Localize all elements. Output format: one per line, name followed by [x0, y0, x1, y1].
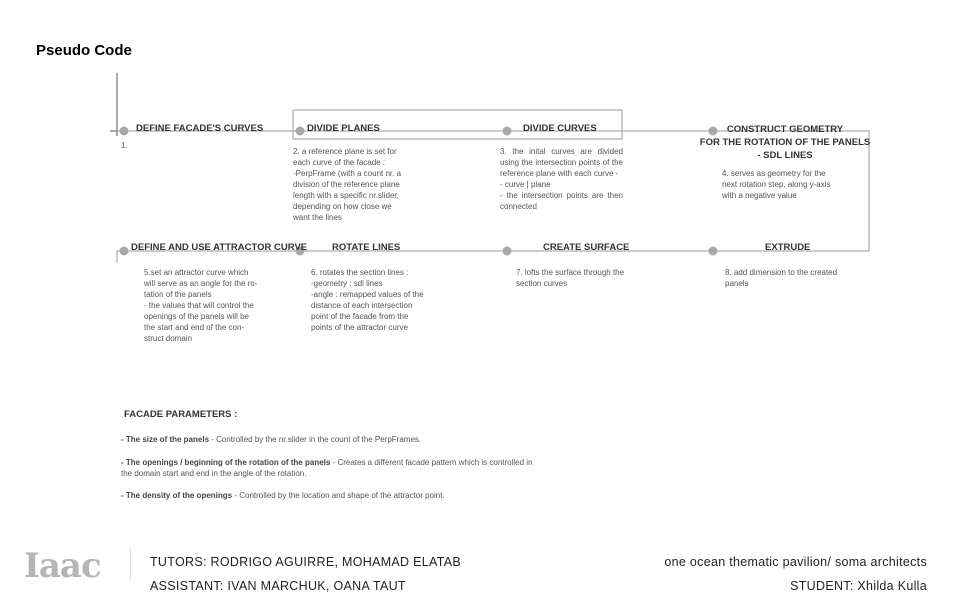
step-node-7 — [503, 247, 512, 256]
parameter-text: - Controlled by the nr.slider in the count of the PerpFrames. — [209, 435, 422, 444]
parameter-item — [121, 434, 541, 445]
iaac-logo — [24, 545, 134, 588]
step-5-desc: 5.set an attractor curve which will serve as an angle for the ro- tation of the panels - the values that will control the openings of the panels will be the start and end of the con- struct domain — [144, 268, 258, 343]
step-5-title: DEFINE AND USE ATTRACTOR CURVE — [131, 242, 308, 253]
parameter-text: - Creates a different facade pattern which is controlled in the domain start and end in the angle of the rotation. — [121, 458, 533, 478]
parameters-heading: FACADE PARAMETERS : — [124, 409, 238, 420]
step-2-title: DIVIDE PLANES — [307, 123, 380, 134]
step-node-1 — [120, 127, 129, 136]
step-4-title: CONSTRUCT GEOMETRY FOR THE ROTATION OF THE PANELS - SDL LINES — [699, 124, 871, 161]
step-7-desc: 7. lofts the surface through the section curves — [516, 268, 625, 288]
page-title: Pseudo Code — [36, 42, 132, 59]
step-node-8 — [709, 247, 718, 256]
parameter-label: - The density of the openings — [121, 491, 233, 500]
tutors-text: TUTORS: RODRIGO AGUIRRE, MOHAMAD ELATAB — [150, 555, 462, 569]
step-2-desc: 2. a reference plane is set for each curve of the facade : -PerpFrame (with a count nr. a division of the reference plane length with a specific nr.slider, depending on how close we want the lines — [293, 147, 402, 222]
parameter-item — [121, 490, 541, 501]
parameter-text: - Controlled by the location and shape of the attractor point. — [232, 491, 445, 500]
step-1-title: DEFINE FACADE'S CURVES — [136, 123, 264, 134]
step-6-title: ROTATE LINES — [332, 242, 401, 253]
student-text: STUDENT: Xhilda Kulla — [790, 579, 927, 593]
step-3-desc: 3. the inital curves are divided using the intersection points of the reference plane with each curve - - curve | plane - the intersection points are then connected — [500, 147, 623, 211]
step-1-desc: 1. — [121, 141, 128, 150]
parameter-item — [121, 457, 541, 479]
step-3-title: DIVIDE CURVES — [523, 123, 597, 134]
step-node-2 — [296, 127, 305, 136]
parameter-label: - The size of the panels — [121, 435, 210, 444]
step-6-desc: 6. rotates the section lines : -geometry : sdl lines -angle : remapped values of the distance of each intersection point of the facade from the points of the attractor curve — [311, 268, 424, 332]
step-8-title: EXTRUDE — [765, 242, 811, 253]
step-node-5 — [120, 247, 129, 256]
footer-divider — [130, 548, 131, 580]
step-8-desc: 8. add dimension to the created panels — [725, 268, 838, 288]
step-4-desc: 4. serves as geometry for the next rotation step, along y-axis with a negative value — [722, 169, 831, 200]
parameter-label: - The openings / beginning of the rotation of the panels — [121, 458, 331, 467]
step-node-3 — [503, 127, 512, 136]
logo-text: Iaac — [24, 546, 101, 583]
assistant-text: ASSISTANT: IVAN MARCHUK, OANA TAUT — [150, 579, 406, 593]
step-7-title: CREATE SURFACE — [543, 242, 630, 253]
project-text: one ocean thematic pavilion/ soma architects — [664, 555, 927, 569]
